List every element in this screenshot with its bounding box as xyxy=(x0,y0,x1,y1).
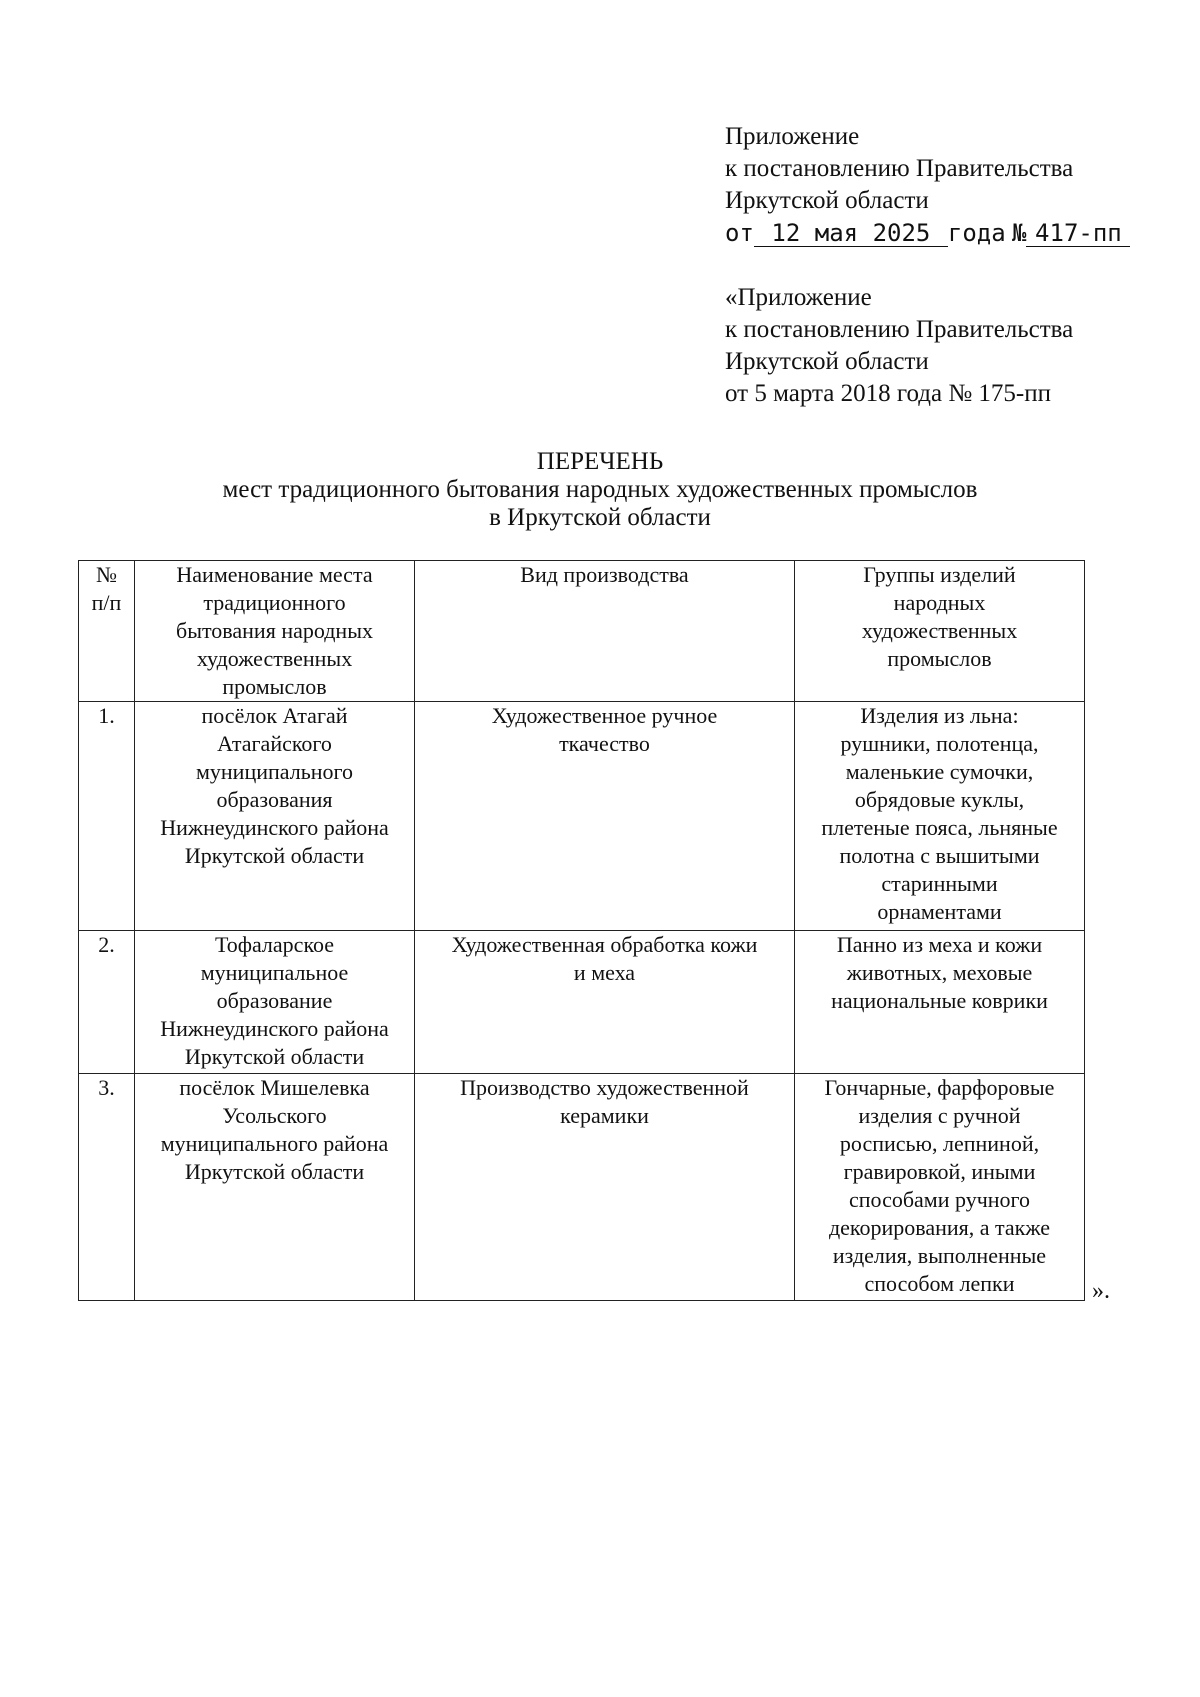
original-line-4: от 5 марта 2018 года № 175-пп xyxy=(725,380,1052,407)
table-row xyxy=(79,702,1085,931)
original-line-3: Иркутской области xyxy=(725,348,929,375)
approval-number-value: 417-пп xyxy=(1026,220,1130,247)
table-row xyxy=(79,931,1085,1074)
approval-line-3: Иркутской области xyxy=(725,187,929,214)
document-title xyxy=(0,448,1200,532)
row-number: 3. xyxy=(79,1074,135,1301)
row-place: посёлок Атагай Атагайского муниципального образования Нижнеудинского района Иркутской области xyxy=(135,702,415,931)
row-place: Тофаларское муниципальное образование Нижнеудинского района Иркутской области xyxy=(135,931,415,1074)
approval-date-line xyxy=(725,217,1130,250)
title-main: ПЕРЕЧЕНЬ xyxy=(536,448,664,475)
title-sub-1: мест традиционного бытования народных художественных промыслов xyxy=(222,476,978,503)
header-production-type: Вид производства xyxy=(415,561,795,702)
approval-date-suffix: года xyxy=(947,219,1006,247)
closing-quote: ». xyxy=(1092,1278,1110,1304)
crafts-registry-table xyxy=(78,560,1085,1301)
title-sub-2: в Иркутской области xyxy=(489,504,711,531)
table-row xyxy=(79,1074,1085,1301)
row-number: 1. xyxy=(79,702,135,931)
header-place: Наименование места традиционного бытования народных художественных промыслов xyxy=(135,561,415,702)
table-header-row xyxy=(79,561,1085,702)
row-number: 2. xyxy=(79,931,135,1074)
approval-line-2: к постановлению Правительства xyxy=(725,155,1074,182)
header-product-groups: Группы изделий народных художественных промыслов xyxy=(795,561,1085,702)
row-product-groups: Гончарные, фарфоровые изделия с ручной росписью, лепниной, гравировкой, иными способами ручного декорирования, а также изделия, выполненные способом лепки xyxy=(795,1074,1085,1301)
approval-date-prefix: от xyxy=(725,219,754,247)
original-line-1: «Приложение xyxy=(725,284,872,311)
approval-header xyxy=(725,121,1130,250)
approval-number-sign: № xyxy=(1011,219,1027,247)
row-product-groups: Панно из меха и кожи животных, меховые национальные коврики xyxy=(795,931,1085,1074)
row-production-type: Художественная обработка кожи и меха xyxy=(415,931,795,1074)
row-production-type: Производство художественной керамики xyxy=(415,1074,795,1301)
original-line-2: к постановлению Правительства xyxy=(725,316,1074,343)
approval-date-value: 12 мая 2025 xyxy=(754,220,948,247)
row-production-type: Художественное ручное ткачество xyxy=(415,702,795,931)
header-number: № п/п xyxy=(79,561,135,702)
original-appendix-header xyxy=(725,282,1073,410)
row-place: посёлок Мишелевка Усольского муниципального района Иркутской области xyxy=(135,1074,415,1301)
approval-line-1: Приложение xyxy=(725,123,860,150)
row-product-groups: Изделия из льна: рушники, полотенца, маленькие сумочки, обрядовые куклы, плетеные пояса, льняные полотна с вышитыми старинными орнаментами xyxy=(795,702,1085,931)
